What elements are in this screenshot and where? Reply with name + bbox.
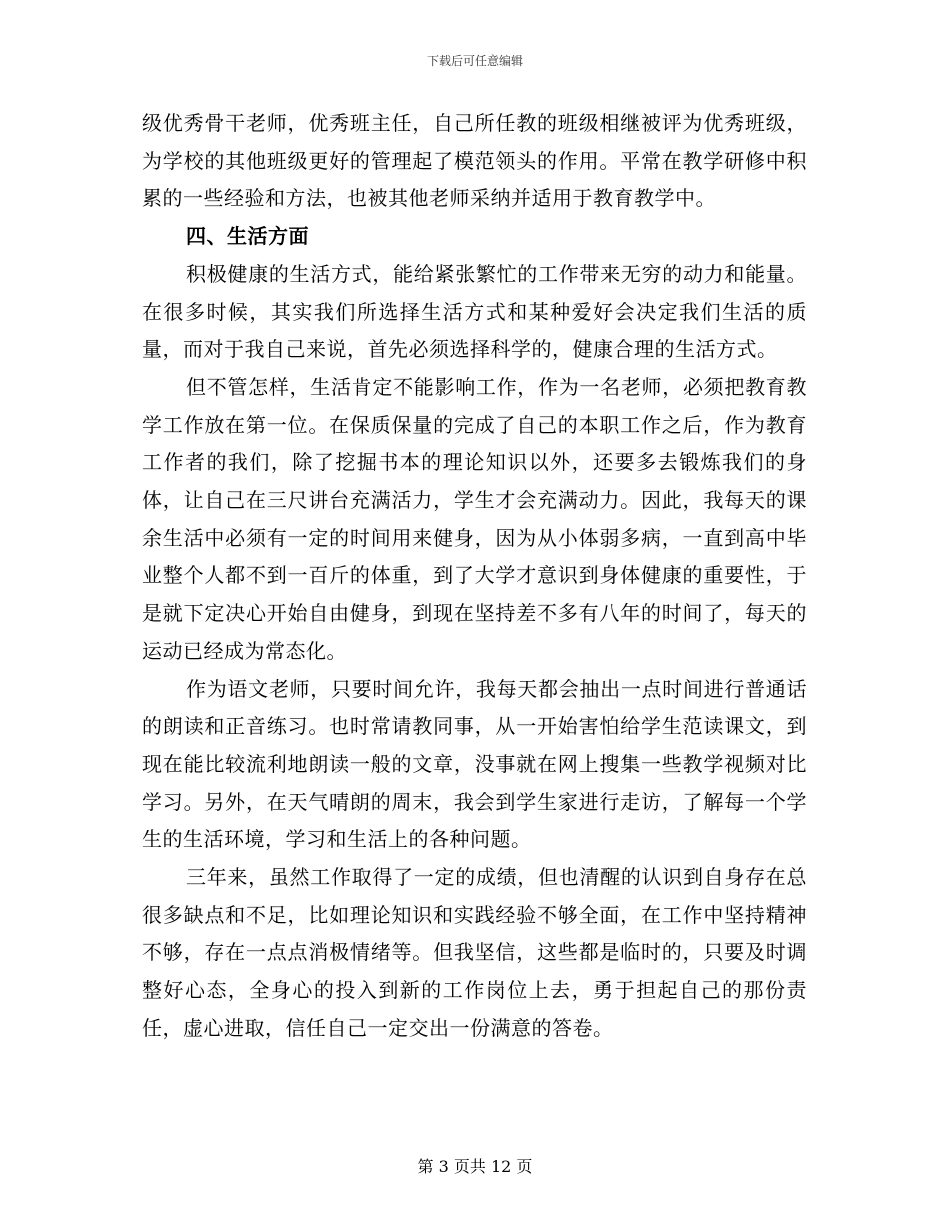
paragraph-continuation: 级优秀骨干老师，优秀班主任，自己所任教的班级相继被评为优秀班级，为学校的其他班级更好的管理起了模范领头的作用。平常在教学研修中积累的一些经验和方法，也被其他老师采纳并适用于教育教学中。 <box>142 111 807 211</box>
paragraph: 三年来，虽然工作取得了一定的成绩，但也清醒的认识到自身存在总很多缺点和不足，比如理论知识和实践经验不够全面，在工作中坚持精神不够，存在一点点消极情绪等。但我坚信，这些都是临时的，只要及时调整好心态，全身心的投入到新的工作岗位上去，勇于担起自己的那份责任，虚心进取，信任自己一定交出一份满意的答卷。 <box>142 865 807 1040</box>
page-number: 第 3 页共 12 页 <box>417 1157 533 1176</box>
paragraph: 作为语文老师，只要时间允许，我每天都会抽出一点时间进行普通话的朗读和正音练习。也时常请教同事，从一开始害怕给学生范读课文，到现在能比较流利地朗读一般的文章，没事就在网上搜集一些教学视频对比学习。另外，在天气晴朗的周末，我会到学生家进行走访，了解每一个学生的生活环境，学习和生活上的各种问题。 <box>142 676 807 852</box>
page-header: 下载后可任意编辑 <box>426 54 523 68</box>
document-body <box>142 105 807 1048</box>
section-heading: 四、生活方面 <box>186 224 309 249</box>
paragraph: 但不管怎样，生活肯定不能影响工作，作为一名老师，必须把教育教学工作放在第一位。在保质保量的完成了自己的本职工作之后，作为教育工作者的我们，除了挖掘书本的理论知识以外，还要多去锻炼我们的身体，让自己在三尺讲台充满活力，学生才会充满动力。因此，我每天的课余生活中必须有一定的时间用来健身，因为从小体弱多病，一直到高中毕业整个人都不到一百斤的体重，到了大学才意识到身体健康的重要性，于是就下定决心开始自由健身，到现在坚持差不多有八年的时间了，每天的运动已经成为常态化。 <box>142 374 807 663</box>
paragraph: 积极健康的生活方式，能给紧张繁忙的工作带来无穷的动力和能量。在很多时候，其实我们所选择生活方式和某种爱好会决定我们生活的质量，而对于我自己来说，首先必须选择科学的，健康合理的生活方式。 <box>142 261 807 362</box>
